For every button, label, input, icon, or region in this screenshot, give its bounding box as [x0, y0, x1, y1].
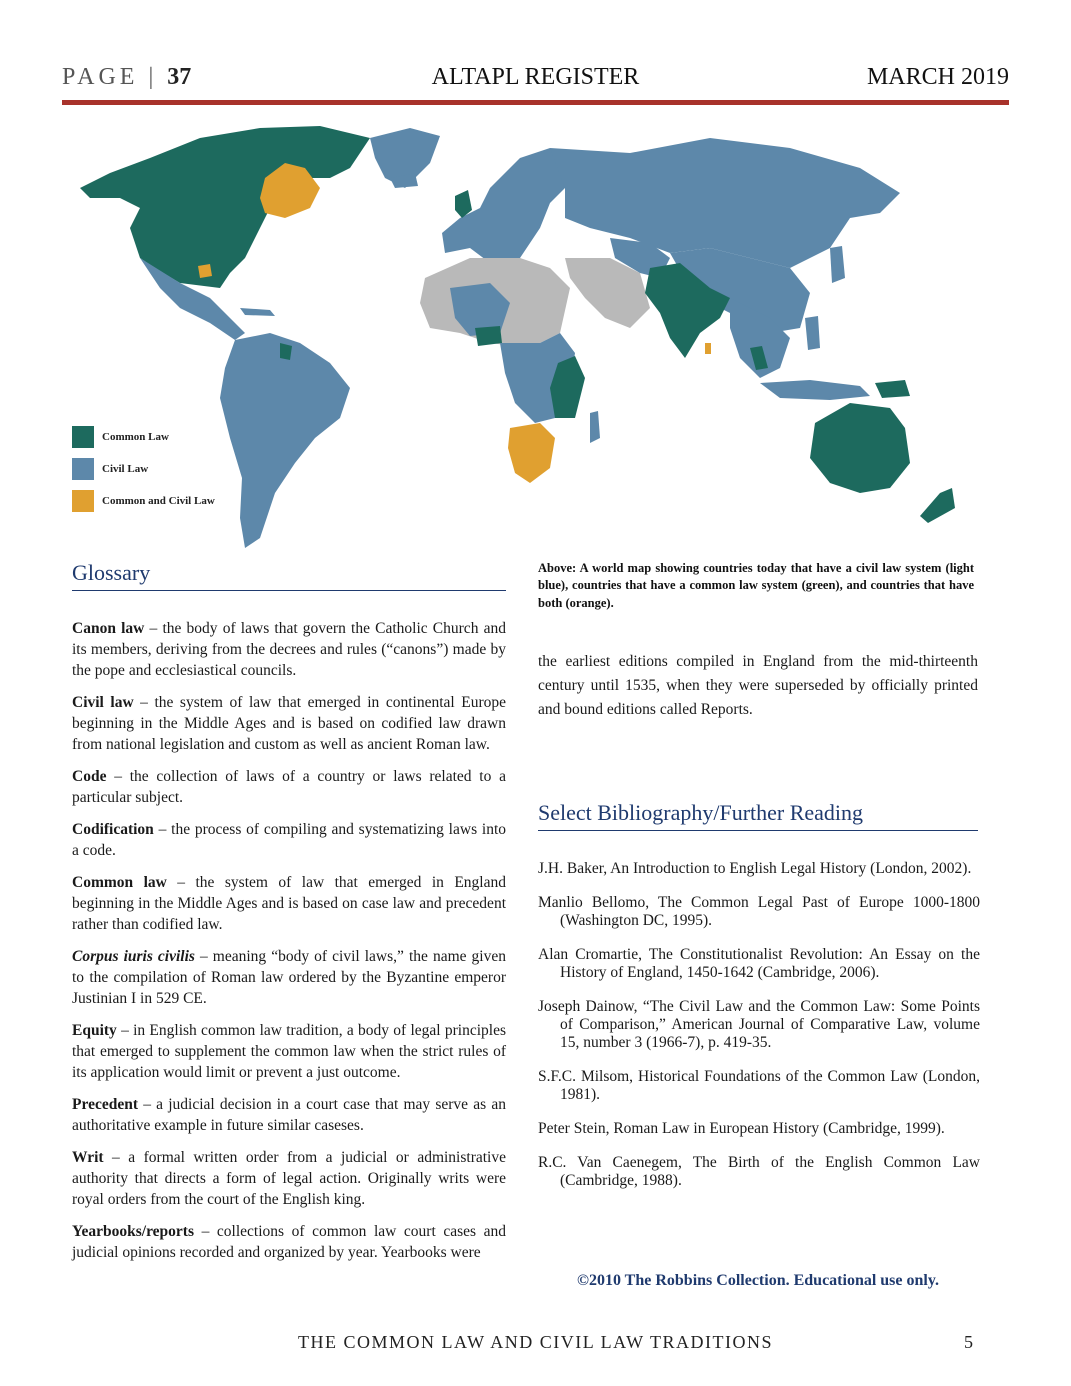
glossary-definition: – the system of law that emerged in England beginning in the Middle Ages and is based on case law and precedent rather than codified law. [72, 874, 506, 933]
map-png [875, 380, 910, 398]
glossary-entry [72, 1147, 506, 1210]
footer-title: THE COMMON LAW AND CIVIL LAW TRADITIONS [298, 1332, 773, 1352]
glossary-definition: – the process of compiling and systematizing laws into a code. [72, 821, 506, 859]
glossary-entry [72, 819, 506, 861]
map-sri-lanka [705, 343, 711, 354]
footer-page-number: 5 [964, 1332, 973, 1352]
glossary-entry [72, 692, 506, 755]
legend-item-common-law [72, 421, 232, 453]
map-southern-africa [508, 423, 555, 483]
map-russia [550, 138, 900, 268]
glossary-continued-text: the earliest editions compiled in England from the mid-thirteenth century until 1535, when they were superseded by officially printed and bound editions called Reports. [538, 653, 978, 718]
bibliography-item: Peter Stein, Roman Law in European History (Cambridge, 1999). [538, 1120, 945, 1137]
issue-date: MARCH 2019 [866, 64, 1009, 90]
map-philippines [805, 316, 820, 350]
map-north-america [80, 126, 370, 288]
glossary-term: Codification [72, 821, 154, 838]
glossary-entry [72, 1221, 506, 1263]
map-indonesia [760, 380, 870, 400]
glossary-definition: – a judicial decision in a court case that may serve as an authoritative example in future similar caseses. [72, 1096, 506, 1134]
bibliography-item: S.F.C. Milsom, Historical Foundations of the Common Law (London, 1981). [538, 1068, 980, 1103]
map-caption: Above: A world map showing countries today that have a civil law system (light blue), countries that have a common law system (green), and countries that have both (orange). [538, 561, 974, 610]
glossary-entry [72, 1020, 506, 1083]
header-rule [62, 100, 1009, 105]
map-new-zealand [920, 488, 955, 523]
page-label: PAGE | 37 [62, 64, 192, 90]
glossary-term: Yearbooks/reports [72, 1223, 194, 1240]
map-japan [830, 246, 845, 283]
glossary-term: Common law [72, 874, 167, 891]
bibliography-item: Manlio Bellomo, The Common Legal Past of Europe 1000-1800 (Washington DC, 1995). [538, 894, 980, 929]
legend-label: Common Law [102, 431, 169, 443]
legend-item-civil-law [72, 453, 232, 485]
bibliography-item: Joseph Dainow, “The Civil Law and the Common Law: Some Points of Comparison,” American Journal of Comparative Law, volume 15, number 3 (1966-7), p. 419-35. [538, 998, 980, 1051]
glossary-entry [72, 618, 506, 681]
glossary-entry [72, 872, 506, 935]
glossary-heading: Glossary [72, 560, 506, 591]
bibliography-heading: Select Bibliography/Further Reading [538, 800, 978, 831]
glossary-definition: – meaning “body of civil laws,” the name given to the compilation of Roman law ordered by the Byzantine emperor Justinian I in 529 CE. [72, 948, 506, 1007]
legend-label: Civil Law [102, 463, 149, 475]
legend-swatch [72, 458, 94, 480]
glossary-term: Equity [72, 1022, 117, 1039]
glossary-term: Canon law [72, 620, 145, 637]
glossary-definition: – the collection of laws of a country or laws related to a particular subject. [72, 768, 506, 806]
legend-label: Common and Civil Law [102, 495, 215, 507]
publication-title: ALTAPL REGISTER [431, 64, 640, 90]
glossary-definition: – collections of common law court cases and judicial opinions recorded and organized by year. Yearbooks were [72, 1223, 506, 1261]
map-nigeria [475, 326, 502, 346]
map-australia [810, 403, 910, 493]
glossary-entry [72, 766, 506, 808]
map-legend [72, 421, 232, 517]
glossary-definition: – the system of law that emerged in continental Europe beginning in the Middle Ages and is based on codified law drawn from national legislation and custom as well as ancient Roman law. [72, 694, 506, 753]
page-header [62, 62, 1009, 96]
map-caribbean [240, 308, 275, 316]
glossary-list [72, 618, 506, 1274]
glossary-definition: – a formal written order from a judicial or administrative authority that directs a form of legal action. Originally writs were royal orders from the court of the English king. [72, 1149, 506, 1208]
legend-item-common-and-civil-law [72, 485, 232, 517]
map-south-america [220, 333, 350, 548]
legend-swatch [72, 426, 94, 448]
copyright-notice: ©2010 The Robbins Collection. Educational use only. [577, 1272, 939, 1289]
bibliography-item: R.C. Van Caenegem, The Birth of the English Common Law (Cambridge, 1988). [538, 1154, 980, 1189]
bibliography-list [538, 860, 980, 1206]
glossary-term: Civil law [72, 694, 134, 711]
glossary-definition: – the body of laws that govern the Catholic Church and its members, deriving from the decrees and rules (“canons”) made by the pope and ecclesiastical councils. [72, 620, 506, 679]
glossary-term: Corpus iuris civilis [72, 948, 195, 965]
legend-swatch [72, 490, 94, 512]
glossary-term: Precedent [72, 1096, 138, 1113]
glossary-term: Writ [72, 1149, 104, 1166]
map-louisiana [198, 264, 212, 278]
bibliography-item: Alan Cromartie, The Constitutionalist Revolution: An Essay on the History of England, 1450-1642 (Cambridge, 2006). [538, 946, 980, 981]
page-number: 37 [167, 64, 192, 90]
bibliography-item: J.H. Baker, An Introduction to English Legal History (London, 2002). [538, 860, 972, 877]
map-madagascar [590, 411, 600, 443]
glossary-definition: – in English common law tradition, a body of legal principles that emerged to supplement the common law when the strict rules of its application would limit or prevent a just outcome. [72, 1022, 506, 1081]
glossary-entry [72, 1094, 506, 1136]
glossary-term: Code [72, 768, 107, 785]
glossary-entry [72, 946, 506, 1009]
